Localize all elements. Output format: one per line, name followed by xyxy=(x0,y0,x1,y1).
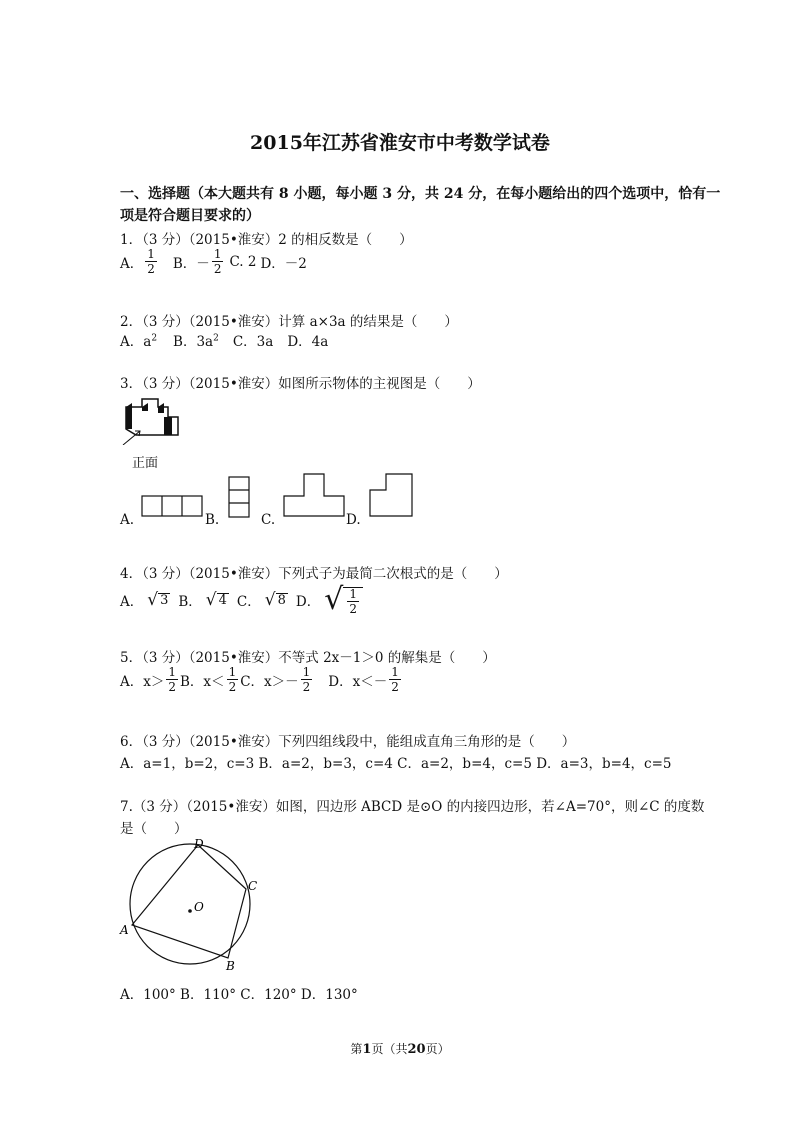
q7-label-o: O xyxy=(194,900,204,914)
q4-option-c-label: C． xyxy=(236,594,261,610)
q7-circle-figure xyxy=(112,834,272,974)
section-heading-line1: 一、选择题（本大题共有 8 小题，每小题 3 分，共 24 分，在每小题给出的四个选项中，恰有一 xyxy=(120,186,721,202)
q6-options: A．a=1，b=2，c=3 B．a=2，b=3，c=4 C．a=2，b=4，c=5 D．a=3，b=4，c=5 xyxy=(120,756,672,772)
q5-option-a-label: A．x＞ xyxy=(120,673,165,690)
q4-option-c-radical: √ 8 xyxy=(264,589,286,610)
q3-figure-label: 正面 xyxy=(132,456,159,471)
q3-option-b-label: B. xyxy=(205,512,220,528)
current-page: 1 xyxy=(362,1042,372,1057)
q2-option-d: D．4a xyxy=(287,334,329,350)
q4-option-b-radical: √ 4 xyxy=(205,589,227,610)
q2-option-c: C．3a xyxy=(232,334,274,350)
q3-option-d-figure xyxy=(368,472,416,520)
q5-option-c-fraction: $\frac{1}{2}$ xyxy=(302,665,311,694)
q1-option-b-label: B．－ xyxy=(172,255,210,272)
q7-label-c: C xyxy=(248,879,258,893)
q7-options: A．100° B．110° C．120° D．130° xyxy=(120,987,358,1003)
q1-option-a-label: A． xyxy=(120,255,144,272)
q7-stem-line2: 是（ ） xyxy=(120,821,188,837)
q1-option-d: D．－2 xyxy=(260,255,307,272)
q4-option-a-label: A． xyxy=(120,594,144,610)
q5-option-d-fraction: $\frac{1}{2}$ xyxy=(391,665,399,694)
q2-stem: 2．（3 分）（2015•淮安）计算 a×3a 的结果是（ ） xyxy=(120,314,458,330)
q4-option-b-label: B． xyxy=(178,594,202,610)
q3-option-b-figure xyxy=(227,475,253,519)
q1-option-c: C. 2 xyxy=(229,253,257,270)
q4-options xyxy=(120,582,367,617)
q5-option-a-fraction: $\frac{1}{2}$ xyxy=(168,665,177,694)
section-heading-line2: 项是符合题目要求的） xyxy=(120,208,260,224)
q5-option-d-label: D．x＜－ xyxy=(328,673,388,690)
q4-option-d-radical: √ $\frac{1}{2}$ xyxy=(324,585,363,615)
total-pages: 20 xyxy=(407,1042,426,1057)
q3-option-c-label: C. xyxy=(261,512,276,528)
q5-option-b-label: B．x＜ xyxy=(180,673,225,690)
q7-stem-line1: 7.（3 分）（2015•淮安）如图，四边形 ABCD 是⊙O 的内接四边形，若∠A=70°，则∠C 的度数 xyxy=(120,799,705,815)
q2-option-a: A．$a^2$ xyxy=(120,333,158,350)
q5-option-b-fraction: $\frac{1}{2}$ xyxy=(228,665,237,694)
q6-stem: 6．（3 分）（2015•淮安）下列四组线段中，能组成直角三角形的是（ ） xyxy=(120,734,576,750)
q5-options xyxy=(120,666,403,693)
q3-option-a-figure xyxy=(140,494,204,518)
q7-label-b: B xyxy=(226,959,235,973)
q3-object-figure xyxy=(118,395,190,445)
q3-option-c-figure xyxy=(282,472,346,520)
q3-option-d-label: D. xyxy=(346,512,361,528)
q7-label-a: A xyxy=(120,923,129,937)
q1-option-a-fraction: $\frac{1}{2}$ xyxy=(147,247,155,276)
q4-stem: 4．（3 分）（2015•淮安）下列式子为最简二次根式的是（ ） xyxy=(120,566,508,582)
q4-option-a-radical: √ 3 xyxy=(147,589,169,610)
page-footer: 第1页（共20页） xyxy=(350,1042,450,1057)
q1-stem: 1．（3 分）（2015•淮安）2 的相反数是（ ） xyxy=(120,232,413,248)
q4-option-d-label: D． xyxy=(295,594,321,610)
q1-option-b-fraction: $\frac{1}{2}$ xyxy=(213,247,222,276)
q5-stem: 5．（3 分）（2015•淮安）不等式 2x－1＞0 的解集是（ ） xyxy=(120,650,496,666)
q3-stem: 3．（3 分）（2015•淮安）如图所示物体的主视图是（ ） xyxy=(120,376,481,392)
q1-options xyxy=(120,248,307,275)
q2-options xyxy=(120,330,328,350)
q7-label-d: D xyxy=(194,837,204,851)
q5-option-c-label: C．x＞－ xyxy=(240,673,299,690)
page-title: 2015年江苏省淮安市中考数学试卷 xyxy=(250,132,550,154)
q2-option-b: B．$3a^2$ xyxy=(173,333,219,350)
q3-option-a-label: A. xyxy=(120,512,135,528)
